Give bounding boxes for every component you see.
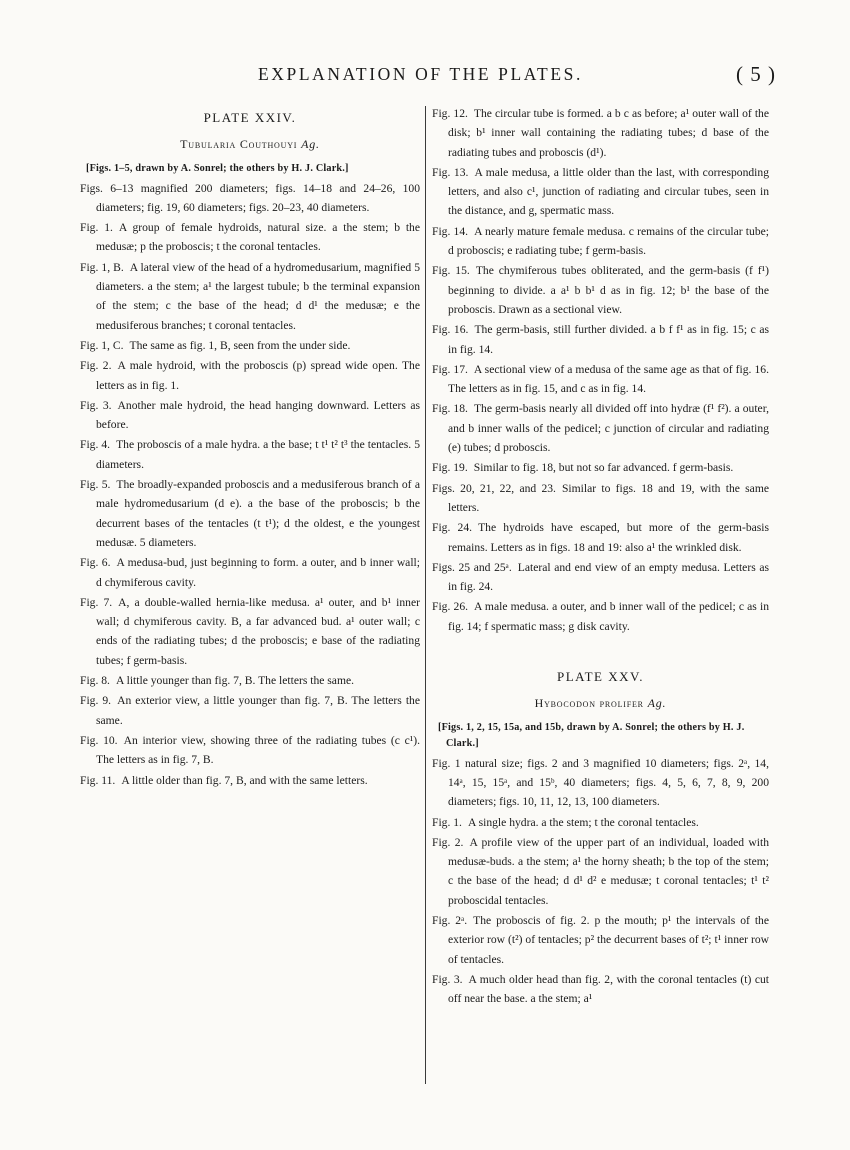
running-title: EXPLANATION OF THE PLATES. [258,64,583,84]
figure-entry [432,833,769,910]
figure-label: Fig. 1. [80,221,113,235]
figure-entry [432,597,769,636]
plate-25-magnification: Fig. 1 natural size; figs. 2 and 3 magnified 10 diameters; figs. 2ᵃ, 14, 14ᵃ, 15, 15ᵃ, and 15ᵇ, 40 diameters; figs. 4, 5, 6, 7, 8, 9, 200 diameters; figs. 10, 11, 12, 13, 100 diameters. [432,756,769,809]
figure-label: Fig. 4. [80,438,111,452]
figure-label: Fig. 8. [80,674,110,688]
species-name: Hybocodon prolifer [534,696,644,711]
figure-label: Fig. 14. [432,224,469,238]
figure-label: Fig. 1, C. [80,338,124,352]
figure-description: The circular tube is formed. a b c as before; a¹ outer wall of the disk; b¹ inner wall containing the radiating tubes; d base of the radiating tubes and proboscis (d¹). [448,107,769,159]
plate-24-species [80,135,420,154]
figure-description: A lateral view of the head of a hydromedusarium, magnified 5 diameters. a the stem; a¹ the largest tubule; b the terminal expansion of the stem; c the base of the head; d d¹ the medusæ; e the medusiferous branches; t coronal tentacles. [96,260,420,332]
figure-entry [432,558,769,597]
figure-label: Fig. 3. [432,972,463,986]
left-column [80,104,420,791]
figure-label: Fig. 7. [80,595,113,609]
figure-entry [80,218,420,257]
plate-24-credit: [Figs. 1–5, drawn by A. Sonrel; the others by H. J. Clark.] [86,162,349,174]
figure-entry [432,479,769,518]
figure-label: Fig. 2. [80,359,112,373]
figure-label: Fig. 2ᵃ. [432,913,468,927]
figure-label: Figs. 25 and 25ᵃ. [432,560,512,574]
figure-label: Fig. 2. [432,835,464,849]
figure-description: A group of female hydroids, natural size. a the stem; b the medusæ; p the proboscis; t the coronal tentacles. [96,221,420,254]
figure-entry [432,911,769,969]
figure-entry [432,970,769,1009]
column-divider [425,106,426,1084]
figure-label: Fig. 18. [432,402,468,416]
figure-description: The chymiferous tubes obliterated, and the germ-basis (f f¹) beginning to divide. a a¹ b b¹ d as in fig. 12; b¹ the base of the proboscis. Drawn as a sectional view. [448,264,769,316]
figure-entry [432,222,769,261]
plate-24-figures-a [80,218,420,790]
figure-description: A medusa-bud, just beginning to form. a outer, and b inner wall; d chymiferous cavity. [96,556,420,589]
figure-description: A little older than fig. 7, B, and with the same letters. [121,773,368,787]
plate-24-title: PLATE XXIV. [203,110,297,125]
figure-entry [80,671,420,690]
figure-label: Fig. 11. [80,773,116,787]
figure-description: The same as fig. 1, B, seen from the under side. [129,338,351,352]
figure-description: Lateral and end view of an empty medusa. Letters as in fig. 24. [448,560,769,594]
figure-description: The proboscis of fig. 2. p the mouth; p¹ the intervals of the exterior row (t²) of tentacles; p² the decurrent bases of t²; t¹ inner row of tentacles. [448,913,769,966]
figure-description: The proboscis of a male hydra. a the base; t t¹ t² t³ the tentacles. 5 diameters. [96,438,420,471]
figure-description: The germ-basis nearly all divided off into hydræ (f¹ f²). a outer, and b inner walls of the pedicel; c junction of circular and radiating (e) tubes; d proboscis. [448,402,769,455]
figure-description: Similar to figs. 18 and 19, with the same letters. [448,481,769,514]
species-author: Ag. [301,137,320,152]
figure-description: A sectional view of a medusa of the same age as that of fig. 16. The letters as in fig. 15, and c as in fig. 14. [448,362,769,396]
figure-entry [432,104,769,162]
figure-entry [80,731,420,770]
figure-entry [432,360,769,399]
figure-label: Fig. 5. [80,478,111,492]
species-name: Tubularia Couthouyi [180,137,298,152]
right-column [432,104,769,1009]
figure-entry [80,258,420,335]
plate-25-title: PLATE XXV. [557,669,644,685]
page-header [0,62,850,92]
figure-label: Fig. 10. [80,733,118,747]
plate-25-figures [432,813,769,1009]
plate-24-magnification: Figs. 6–13 magnified 200 diameters; figs. 14–18 and 24–26, 100 diameters; fig. 19, 60 diameters; figs. 20–23, 40 diameters. [80,181,420,214]
figure-entry [80,475,420,552]
species-author: Ag. [647,696,667,711]
figure-entry [80,396,420,435]
figure-description: A male medusa. a outer, and b inner wall of the pedicel; c as in fig. 14; f spermatic mass; g disk cavity. [448,600,769,633]
figure-entry [80,435,420,474]
figure-label: Fig. 6. [80,556,111,570]
figure-description: A little younger than fig. 7, B. The letters the same. [115,674,355,688]
figure-description: A much older head than fig. 2, with the coronal tentacles (t) cut off near the base. a the stem; a¹ [448,972,769,1006]
figure-description: Similar to fig. 18, but not so far advanced. f germ-basis. [473,461,734,475]
figure-label: Fig. 15. [432,264,470,278]
figure-entry [432,813,769,832]
figure-label: Fig. 24. [432,521,473,535]
figure-entry [432,518,769,557]
figure-entry [432,320,769,359]
figure-label: Fig. 1, B. [80,260,124,274]
figure-description: An exterior view, a little younger than fig. 7, B. The letters the same. [96,694,420,727]
plate-25-credit: [Figs. 1, 2, 15, 15a, and 15b, drawn by A. Sonrel; the others by H. J. Clark.] [438,721,745,749]
figure-description: A male medusa, a little older than the last, with corresponding letters, and also c¹, junction of radiating and circular tubes, seen in the distance, and g, spermatic mass. [448,165,769,218]
plate-gap [432,637,769,663]
figure-entry [80,771,420,790]
figure-entry [80,593,420,670]
figure-entry [432,458,769,477]
plate-25-species [432,694,769,713]
plate-24-figures-b [432,104,769,636]
figure-entry [80,336,420,355]
figure-label: Figs. 20, 21, 22, and 23. [432,481,556,495]
figure-description: The hydroids have escaped, but more of the germ-basis remains. Letters as in figs. 18 and 19: also a¹ the wrinkled disk. [448,521,770,554]
figure-description: A single hydra. a the stem; t the coronal tentacles. [467,815,699,829]
figure-description: A nearly mature female medusa. c remains of the circular tube; d proboscis; e radiating tube; f germ-basis. [448,224,769,258]
figure-description: The germ-basis, still further divided. a b f f¹ as in fig. 15; c as in fig. 14. [448,323,769,356]
figure-description: A profile view of the upper part of an individual, loaded with medusæ-buds. a the stem; a¹ the horny sheath; b the top of the stem; c the base of the head; d d¹ d² e medusæ; t coronal tentacles; t¹ t² proboscidal tentacles. [448,835,769,907]
figure-description: An interior view, showing three of the radiating tubes (c c¹). The letters as in fig. 7, B. [96,733,421,767]
figure-entry [432,399,769,457]
figure-label: Fig. 26. [432,600,469,614]
figure-entry [80,553,420,592]
figure-description: A male hydroid, with the proboscis (p) spread wide open. The letters as in fig. 1. [96,359,420,392]
figure-label: Fig. 3. [80,398,112,412]
page-number: ( 5 ) [736,62,776,86]
figure-label: Fig. 17. [432,362,468,376]
figure-entry [432,261,769,319]
figure-entry [432,163,769,221]
figure-description: The broadly-expanded proboscis and a medusiferous branch of a male hydromedusarium (d e). a the base of the proboscis; b the decurrent bases of the tentacles (t t¹); d the oldest, e the youngest medusæ. 5 diameters. [96,478,420,549]
figure-entry [80,356,420,395]
figure-entry [80,691,420,730]
figure-label: Fig. 1. [432,815,462,829]
figure-label: Fig. 16. [432,323,469,337]
figure-description: A, a double-walled hernia-like medusa. a¹ outer, and b¹ inner wall; d chymiferous cavity. B, a far advanced bud. a¹ outer wall; c ends of the radiating tubes; d the proboscis; e base of the radiating tubes; f germ-basis. [96,595,420,667]
figure-description: Another male hydroid, the head hanging downward. Letters as before. [96,398,420,432]
figure-label: Fig. 19. [432,461,468,475]
figure-label: Fig. 9. [80,694,112,708]
figure-label: Fig. 13. [432,165,469,179]
figure-label: Fig. 12. [432,107,468,120]
